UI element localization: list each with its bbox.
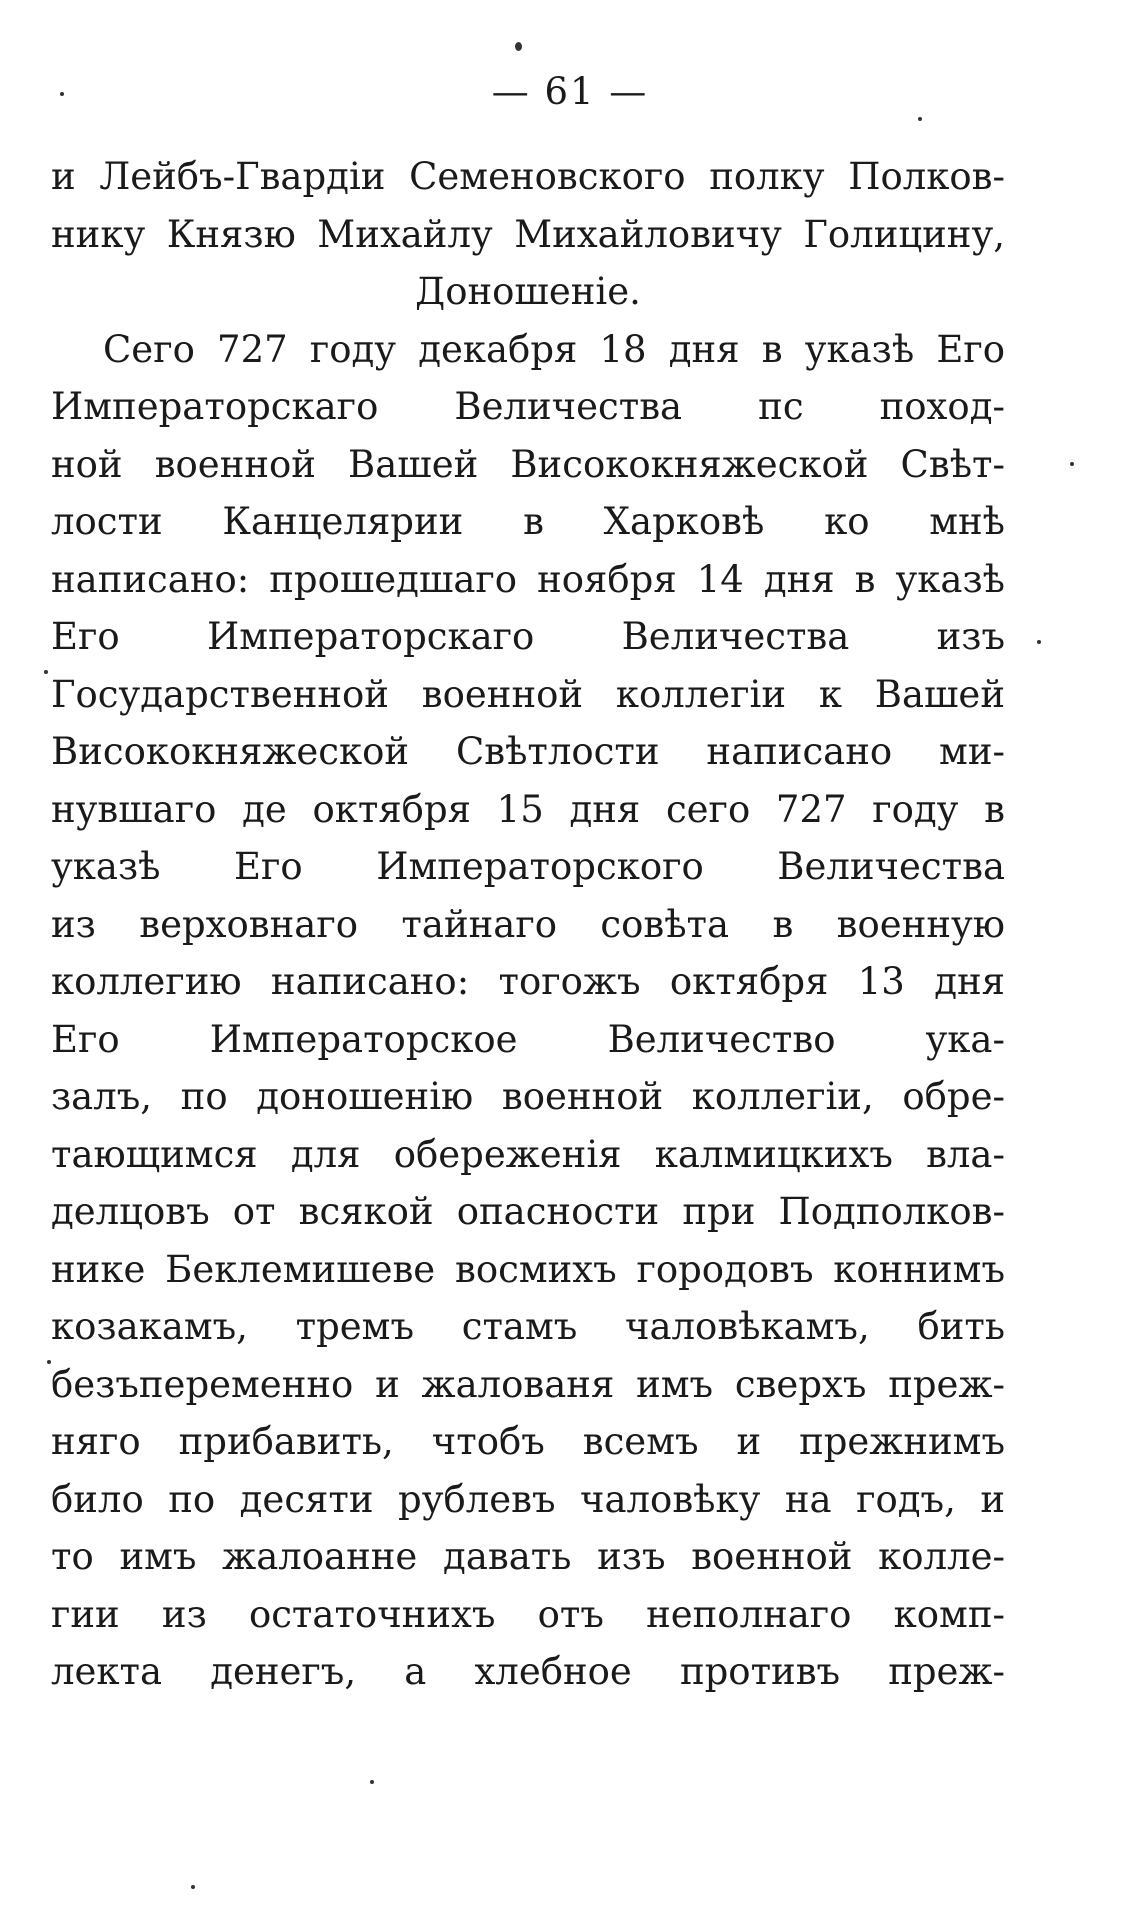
text-line: нике Беклемишеве восмихъ городовъ коннимъ (51, 1247, 1005, 1291)
text-line: Висококняжеской Свѣтлости написано ми- (51, 730, 1005, 773)
page-speck (1070, 462, 1074, 466)
text-line: безъпеременно и жалованя имъ сверхъ преж- (51, 1362, 1005, 1406)
page-speck (44, 670, 48, 674)
text-line: залъ, по доношенію военной коллегіи, обре- (51, 1075, 1005, 1118)
text-line: лекта денегъ, а хлебное противъ преж- (51, 1650, 1005, 1693)
text-line: Государственной военной коллегіи к Вашей (51, 672, 1005, 716)
page-speck (191, 1885, 195, 1889)
paragraph-first-line: Сего 727 году декабря 18 дня в указѣ Его (103, 327, 1005, 371)
text-line: ной военной Вашей Висококняжеской Свѣт- (51, 442, 1005, 486)
text-line: Его Императорское Величество ука- (51, 1017, 1005, 1061)
text-line: козакамъ, тремъ стамъ чаловѣкамъ, бить (51, 1305, 1005, 1348)
text-line: гии из остаточнихъ отъ неполнаго комп- (51, 1592, 1005, 1636)
text-line: Его Императорскаго Величества изъ (51, 615, 1005, 658)
page-speck (918, 117, 922, 121)
text-line: нику Князю Михайлу Михайловичу Голицину, (51, 212, 1005, 256)
document-heading: Доношеніе. (415, 270, 641, 313)
page-number: — 61 — (491, 70, 649, 113)
text-line: коллегию написано: тогожъ октября 13 дня (51, 960, 1005, 1003)
text-line: лости Канцелярии в Харковѣ ко мнѣ (51, 500, 1005, 543)
text-line: Императорскаго Величества пс поход- (51, 385, 1005, 428)
text-line: написано: прошедшаго ноября 14 дня в указѣ (51, 557, 1005, 601)
page-speck (370, 1780, 374, 1784)
text-line: и Лейбъ-Гвардіи Семеновского полку Полков- (51, 155, 1005, 198)
text-line: то имъ жалоанне давать изъ военной колле- (51, 1535, 1005, 1578)
text-line: тающимся для обереженія калмицкихъ вла- (51, 1132, 1005, 1176)
page-speck (515, 42, 522, 51)
page-speck (1037, 640, 1041, 644)
body-text (51, 148, 1005, 1701)
text-line: няго прибавить, чтобъ всемъ и прежнимъ (51, 1420, 1005, 1463)
text-line: нувшаго де октября 15 дня сего 727 году в (51, 787, 1005, 831)
text-line: делцовъ от всякой опасности при Подполков- (51, 1190, 1005, 1233)
text-line: било по десяти рублевъ чаловѣку на годъ, и (51, 1477, 1005, 1521)
text-line: указѣ Его Императорского Величества (51, 845, 1005, 888)
text-line: из верховнаго тайнаго совѣта в военную (51, 902, 1005, 946)
